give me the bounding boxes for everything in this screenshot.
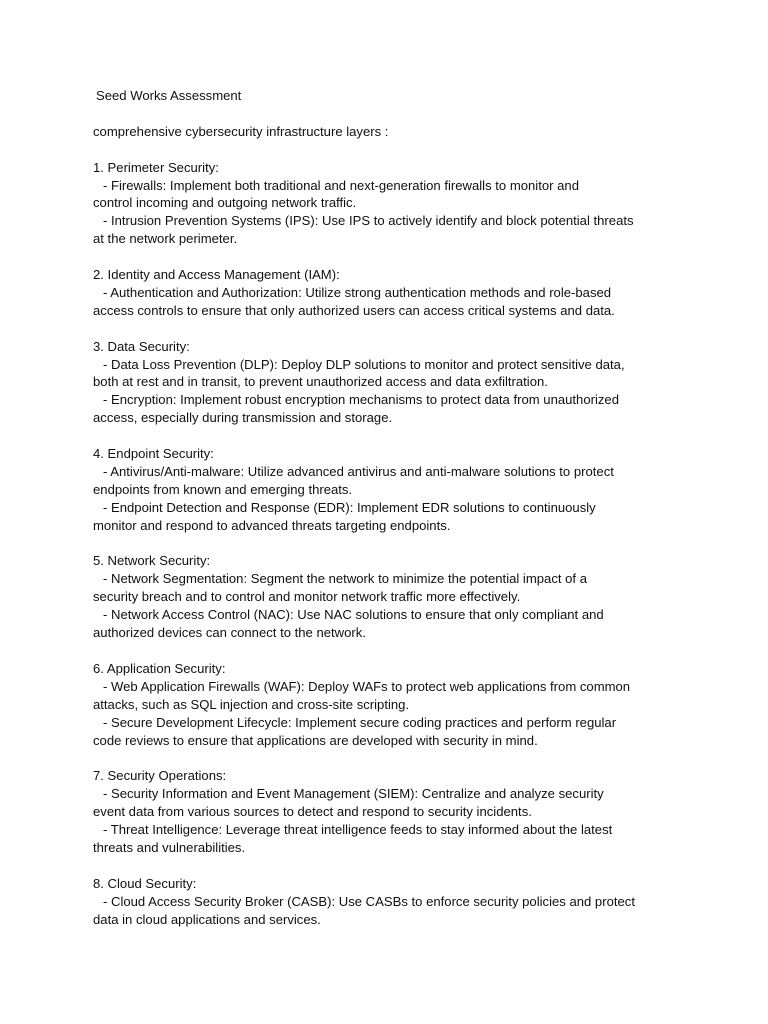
item-continuation-line (93, 373, 683, 391)
item-first-line (93, 356, 683, 374)
section-item (93, 463, 683, 499)
item-text: access, especially during transmission and storage. (93, 410, 393, 426)
section-8 (93, 875, 683, 929)
item-continuation-line (93, 696, 683, 714)
item-text: attacks, such as SQL injection and cross-site scripting. (93, 696, 410, 712)
item-continuation-line (93, 803, 683, 821)
item-first-line (93, 391, 683, 409)
item-first-line (93, 606, 683, 624)
section-1 (93, 159, 683, 249)
section-heading: 4. Endpoint Security: (93, 446, 214, 462)
section-heading: 8. Cloud Security: (93, 875, 197, 891)
item-text: access controls to ensure that only authorized users can access critical systems and data. (93, 302, 615, 318)
item-first-line (93, 893, 683, 911)
item-text: - Network Segmentation: Segment the network to minimize the potential impact of a (103, 571, 587, 587)
item-first-line (93, 463, 683, 481)
item-continuation-line (93, 230, 683, 248)
item-text: - Authentication and Authorization: Utilize strong authentication methods and role-based (103, 284, 612, 300)
item-text: - Data Loss Prevention (DLP): Deploy DLP solutions to monitor and protect sensitive data, (103, 356, 625, 372)
section-item (93, 821, 683, 857)
section-heading: 6. Application Security: (93, 660, 226, 676)
section-4 (93, 445, 683, 535)
item-continuation-line (93, 194, 683, 212)
section-7 (93, 767, 683, 857)
section-item (93, 356, 683, 392)
item-text: endpoints from known and emerging threats. (93, 481, 353, 497)
section-item (93, 570, 683, 606)
section-item (93, 606, 683, 642)
section-heading: 2. Identity and Access Management (IAM): (93, 267, 340, 283)
item-continuation-line (93, 302, 683, 320)
item-text: - Endpoint Detection and Response (EDR): Implement EDR solutions to continuously (103, 499, 596, 515)
section-heading: 1. Perimeter Security: (93, 159, 219, 175)
item-text: - Intrusion Prevention Systems (IPS): Use IPS to actively identify and block potential threats (103, 213, 634, 229)
item-continuation-line (93, 732, 683, 750)
item-text: at the network perimeter. (93, 231, 238, 247)
section-item (93, 714, 683, 750)
item-first-line (93, 570, 683, 588)
section-heading: 7. Security Operations: (93, 768, 227, 784)
section-item (93, 391, 683, 427)
item-text: data in cloud applications and services. (93, 911, 321, 927)
item-text: - Network Access Control (NAC): Use NAC solutions to ensure that only compliant and (103, 607, 604, 623)
item-text: both at rest and in transit, to prevent unauthorized access and data exfiltration. (93, 374, 548, 390)
item-first-line (93, 821, 683, 839)
section-heading: 3. Data Security: (93, 338, 190, 354)
item-continuation-line (93, 481, 683, 499)
item-text: - Secure Development Lifecycle: Implement secure coding practices and perform regular (103, 714, 617, 730)
item-first-line (93, 177, 683, 195)
item-first-line (93, 499, 683, 517)
item-continuation-line (93, 911, 683, 929)
document-title: Seed Works Assessment (96, 88, 242, 103)
item-text: - Security Information and Event Management (SIEM): Centralize and analyze security (103, 786, 604, 802)
item-text: event data from various sources to detect and respond to security incidents. (93, 804, 532, 820)
section-5 (93, 552, 683, 642)
item-text: - Cloud Access Security Broker (CASB): Use CASBs to enforce security policies and protect (103, 893, 635, 909)
item-text: authorized devices can connect to the network. (93, 625, 366, 641)
item-text: - Firewalls: Implement both traditional and next-generation firewalls to monitor and (103, 177, 579, 193)
section-list (93, 159, 683, 929)
section-3 (93, 338, 683, 428)
document-intro: comprehensive cybersecurity infrastructure layers : (93, 123, 389, 139)
item-text: - Encryption: Implement robust encryption mechanisms to protect data from unauthorized (103, 392, 619, 408)
item-text: control incoming and outgoing network traffic. (93, 195, 357, 211)
item-first-line (93, 678, 683, 696)
item-text: - Threat Intelligence: Leverage threat intelligence feeds to stay informed about the latest (103, 822, 613, 838)
section-item (93, 284, 683, 320)
section-item (93, 893, 683, 929)
document-text (93, 87, 683, 946)
item-continuation-line (93, 588, 683, 606)
item-continuation-line (93, 624, 683, 642)
item-text: security breach and to control and monitor network traffic more effectively. (93, 589, 521, 605)
section-heading: 5. Network Security: (93, 553, 211, 569)
item-first-line (93, 284, 683, 302)
section-6 (93, 660, 683, 750)
item-first-line (93, 212, 683, 230)
item-text: monitor and respond to advanced threats targeting endpoints. (93, 517, 451, 533)
item-continuation-line (93, 409, 683, 427)
section-item (93, 177, 683, 213)
item-text: code reviews to ensure that applications are developed with security in mind. (93, 732, 538, 748)
section-item (93, 678, 683, 714)
item-text: - Antivirus/Anti-malware: Utilize advanced antivirus and anti-malware solutions to protect (103, 463, 614, 479)
item-first-line (93, 714, 683, 732)
item-text: - Web Application Firewalls (WAF): Deploy WAFs to protect web applications from common (103, 678, 631, 694)
item-continuation-line (93, 517, 683, 535)
section-item (93, 212, 683, 248)
item-continuation-line (93, 839, 683, 857)
section-2 (93, 266, 683, 320)
item-text: threats and vulnerabilities. (93, 839, 246, 855)
section-item (93, 499, 683, 535)
item-first-line (93, 785, 683, 803)
section-item (93, 785, 683, 821)
